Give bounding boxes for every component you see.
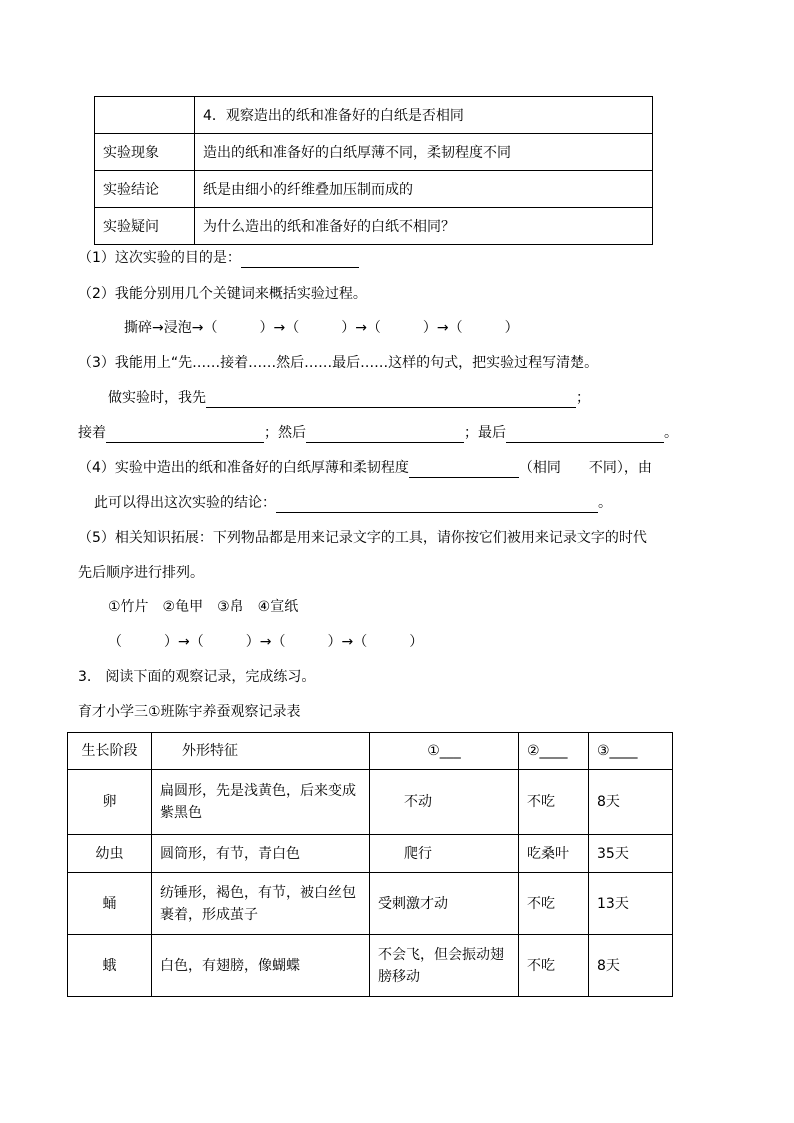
table-cell: 为什么造出的纸和准备好的白纸不相同？ — [195, 208, 653, 245]
table-row — [68, 873, 673, 935]
header-cell[interactable]: ②____ — [519, 733, 589, 770]
table-cell: 实验疑问 — [95, 208, 195, 245]
table-row — [95, 97, 653, 134]
period: 。 — [598, 495, 612, 511]
header-cell[interactable]: ③____ — [589, 733, 673, 770]
table-cell: 实验现象 — [95, 134, 195, 171]
question-3-line-2 — [78, 423, 678, 443]
question-1 — [78, 248, 359, 268]
table-cell: 不吃 — [519, 770, 589, 835]
table-cell: 4．观察造出的纸和准备好的白纸是否相同 — [195, 97, 653, 134]
silkworm-observation-table — [67, 732, 673, 997]
table-cell: 纸是由细小的纤维叠加压制而成的 — [195, 171, 653, 208]
question-3-line-1 — [108, 388, 590, 408]
answer-blank[interactable] — [409, 463, 519, 478]
table-cell: 实验结论 — [95, 171, 195, 208]
table-cell: 白色，有翅膀，像蝴蝶 — [152, 935, 370, 997]
header-cell[interactable]: ①___ — [370, 733, 519, 770]
answer-blank[interactable] — [206, 393, 576, 408]
question-5: （5）相关知识拓展：下列物品都是用来记录文字的工具，请你按它们被用来记录文字的时代 — [78, 530, 647, 546]
question-4-conclusion: 此可以得出这次实验的结论： — [94, 495, 276, 511]
question-4-line-1 — [78, 458, 652, 478]
table-row — [95, 171, 653, 208]
header-cell: 外形特征 — [152, 733, 370, 770]
table-cell: 扁圆形，先是浅黄色，后来变成紫黑色 — [152, 770, 370, 835]
table-cell: 不吃 — [519, 873, 589, 935]
question-4-options: （相同 不同），由 — [518, 460, 652, 476]
table-cell: 不吃 — [519, 935, 589, 997]
label-jiezhe: 接着 — [78, 425, 106, 441]
question-5-items: ①竹片 ②龟甲 ③帛 ④宣纸 — [108, 599, 299, 615]
question-1-text: （1）这次实验的目的是： — [78, 250, 241, 266]
table-row — [68, 835, 673, 873]
question-4-text: （4）实验中造出的纸和准备好的白纸厚薄和柔韧程度 — [78, 460, 409, 476]
table-header-row — [68, 733, 673, 770]
question-3: （3）我能用上“先……接着……然后……最后……这样的句式，把实验过程写清楚。 — [78, 355, 599, 371]
answer-blank[interactable] — [241, 253, 359, 268]
table-row — [95, 134, 653, 171]
header-cell: 生长阶段 — [68, 733, 152, 770]
table-cell: 爬行 — [370, 835, 519, 873]
answer-blank[interactable] — [106, 428, 264, 443]
table-cell: 纺锤形，褐色，有节，被白丝包裹着，形成茧子 — [152, 873, 370, 935]
section-3-title: 3. 阅读下面的观察记录，完成练习。 — [78, 669, 316, 685]
period: 。 — [664, 425, 678, 441]
experiment-table — [94, 96, 653, 245]
table-cell: 13天 — [589, 873, 673, 935]
table-cell: 吃桑叶 — [519, 835, 589, 873]
question-4-line-2 — [94, 493, 612, 513]
table-cell: 8天 — [589, 770, 673, 835]
answer-blank[interactable] — [506, 428, 664, 443]
table-cell: 35天 — [589, 835, 673, 873]
label-zuihou: ；最后 — [464, 425, 506, 441]
table-cell: 卵 — [68, 770, 152, 835]
table-cell — [95, 97, 195, 134]
question-3-prefix: 做实验时，我先 — [108, 390, 206, 406]
question-5-sequence: （ ）→（ ）→（ ）→（ ） — [108, 634, 424, 650]
table-cell: 不会飞，但会振动翅膀移动 — [370, 935, 519, 997]
label-ranhou: ；然后 — [264, 425, 306, 441]
question-5-line-2: 先后顺序进行排列。 — [78, 565, 204, 581]
question-2-sequence: 撕碎→浸泡→（ ）→（ ）→（ ）→（ ） — [124, 320, 519, 336]
table-cell: 受刺激才动 — [370, 873, 519, 935]
table-cell: 圆筒形，有节，青白色 — [152, 835, 370, 873]
table-cell: 幼虫 — [68, 835, 152, 873]
table-row — [68, 935, 673, 997]
table-cell: 不动 — [370, 770, 519, 835]
question-2: （2）我能分别用几个关键词来概括实验过程。 — [78, 286, 367, 302]
table-cell: 蛹 — [68, 873, 152, 935]
answer-blank[interactable] — [276, 498, 598, 513]
table-caption: 育才小学三①班陈宇养蚕观察记录表 — [78, 704, 301, 720]
answer-blank[interactable] — [306, 428, 464, 443]
table-row — [95, 208, 653, 245]
table-cell: 8天 — [589, 935, 673, 997]
table-row — [68, 770, 673, 835]
table-cell: 造出的纸和准备好的白纸厚薄不同，柔韧程度不同 — [195, 134, 653, 171]
question-3-suffix: ； — [576, 390, 590, 406]
table-cell: 蛾 — [68, 935, 152, 997]
